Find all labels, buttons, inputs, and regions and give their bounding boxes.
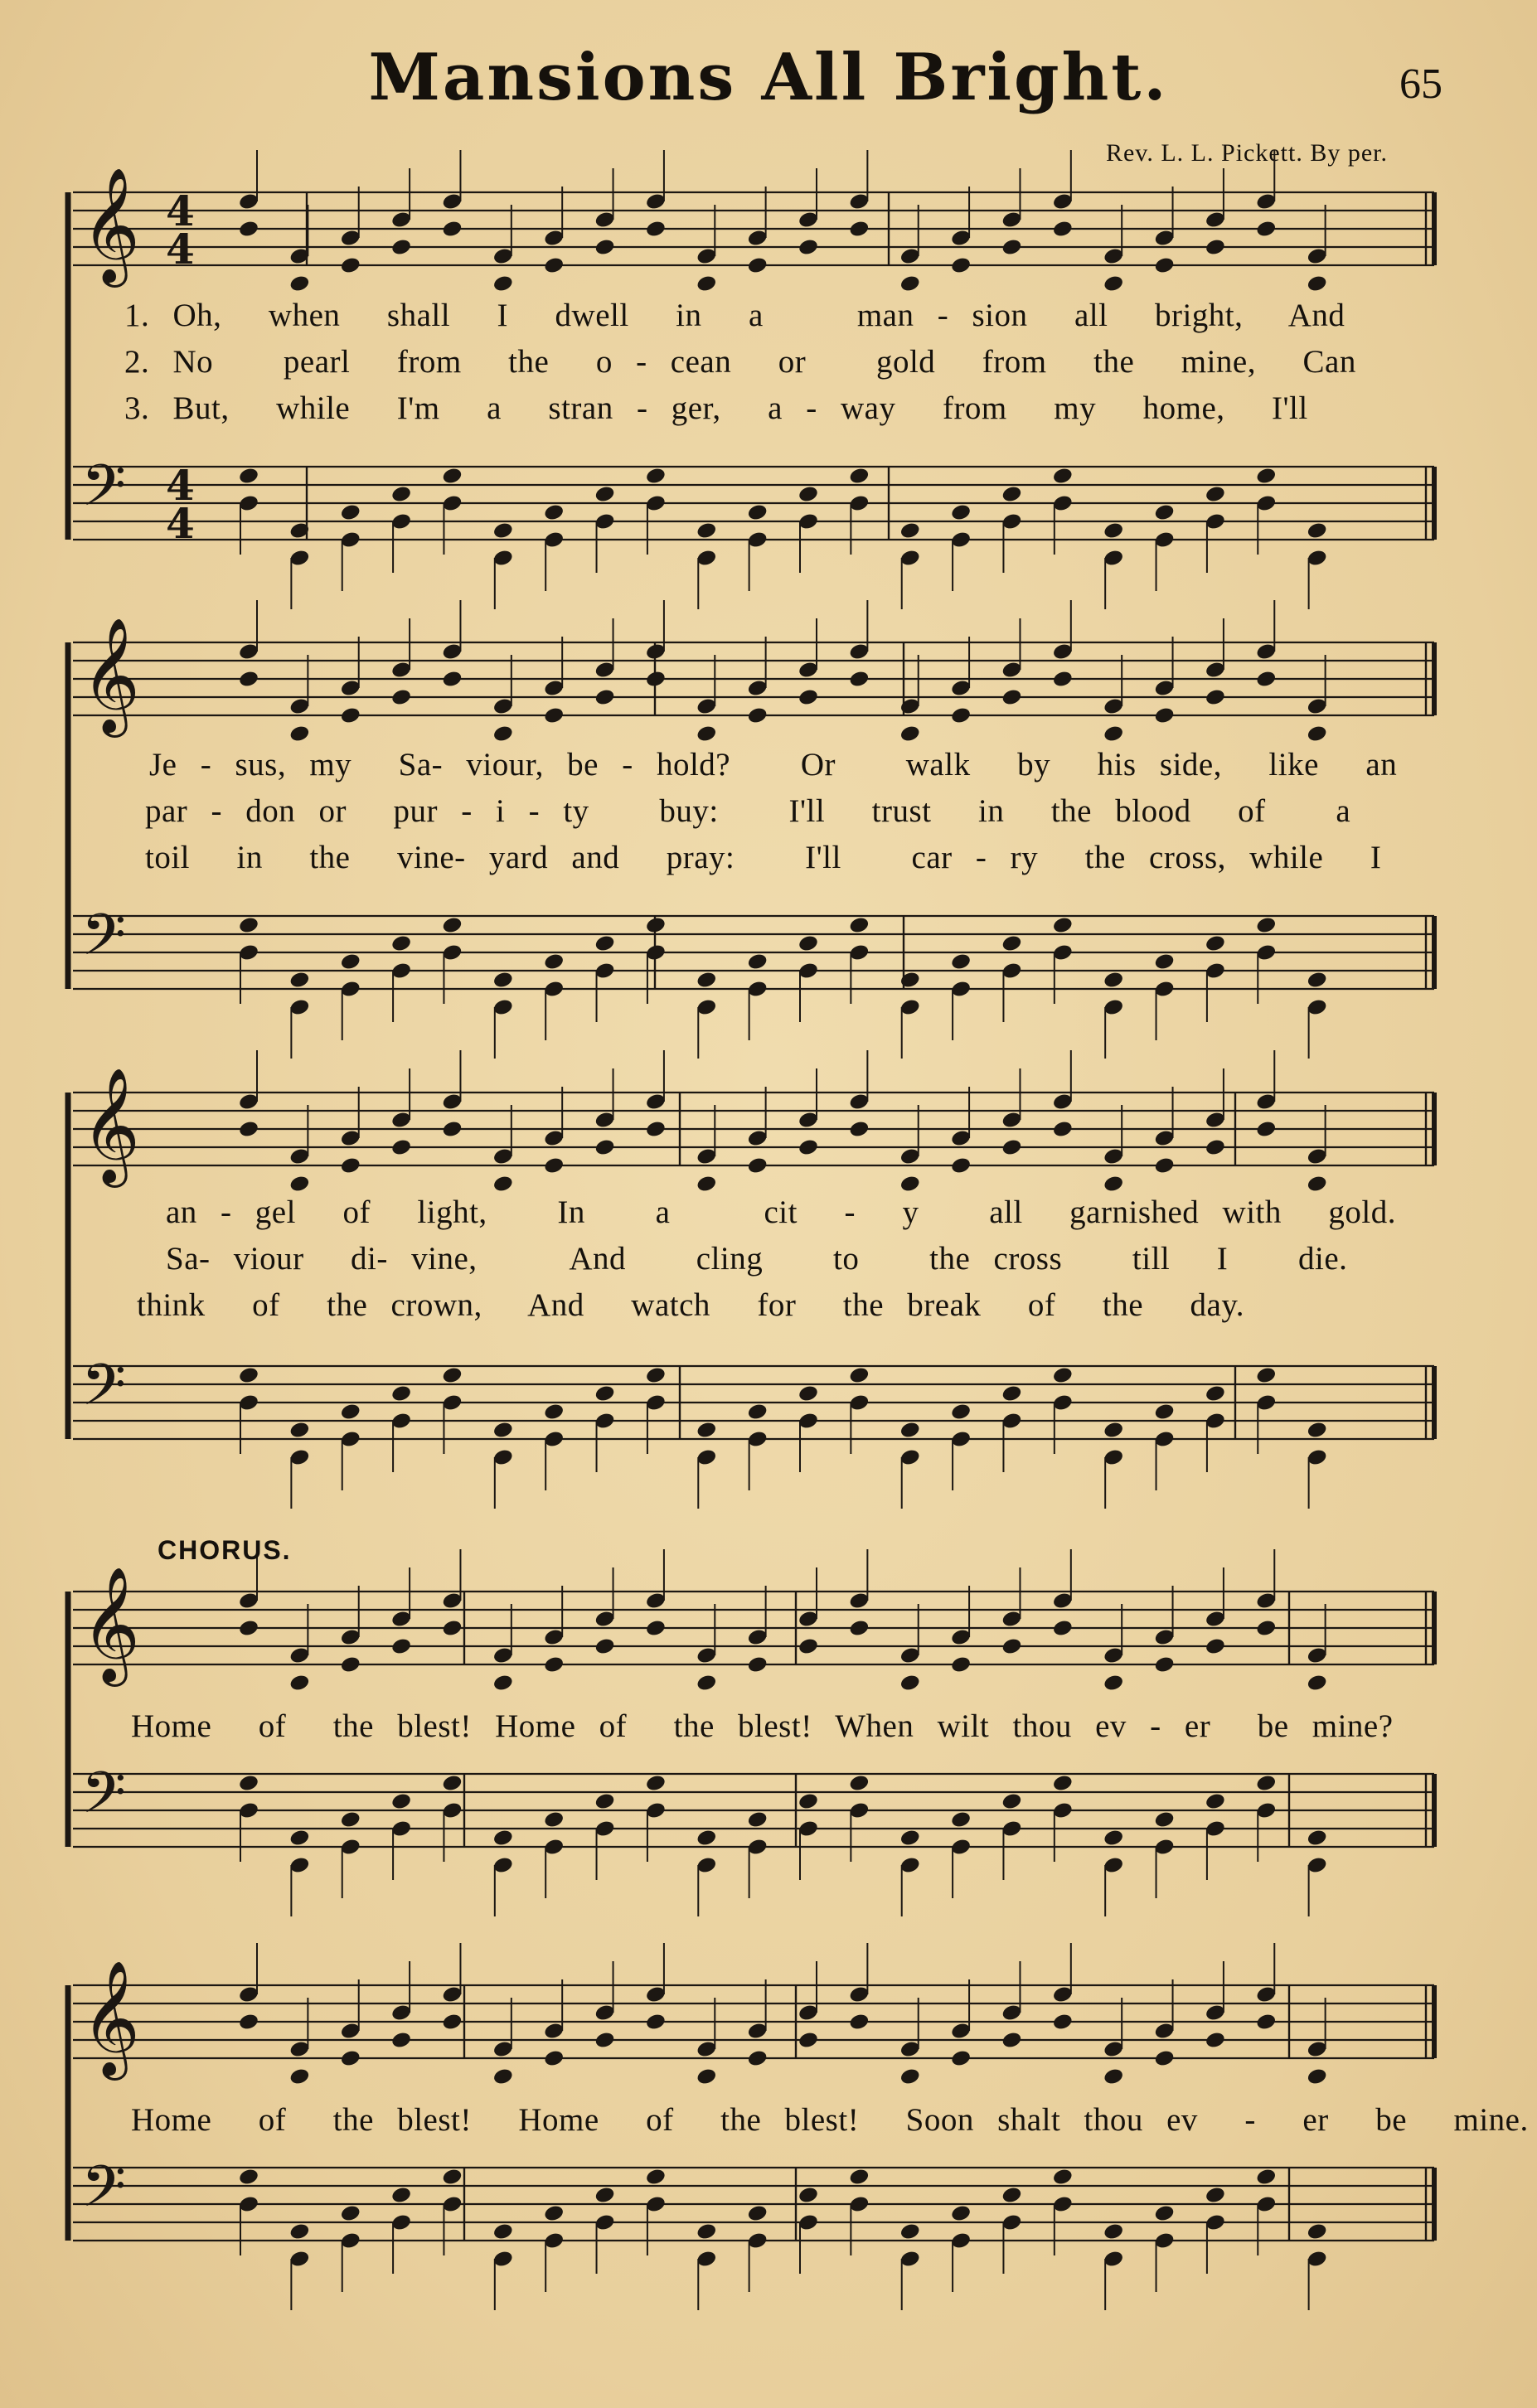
notehead [594, 485, 615, 504]
notehead [288, 971, 310, 990]
notehead [645, 467, 667, 486]
notehead [1001, 688, 1022, 707]
notehead [1255, 220, 1277, 239]
notehead [1103, 1421, 1124, 1440]
notehead [543, 1655, 565, 1674]
notehead [1153, 1156, 1175, 1175]
notehead [950, 1810, 972, 1829]
chorus-label: CHORUS. [158, 1535, 292, 1565]
notehead [798, 688, 819, 707]
notehead [798, 934, 819, 953]
notehead [1153, 1810, 1175, 1829]
notehead [390, 1792, 412, 1811]
notehead [1052, 2013, 1074, 2032]
notehead [747, 1403, 768, 1422]
notehead [492, 521, 514, 540]
notehead [1153, 1655, 1175, 1674]
notehead [390, 485, 412, 504]
bass-clef: 𝄢 [81, 1759, 127, 1840]
notehead [1001, 1384, 1022, 1403]
notehead [1307, 1674, 1328, 1693]
notehead [1103, 2222, 1124, 2241]
notehead [1001, 1138, 1022, 1157]
notehead [1153, 2049, 1175, 2068]
author-credit: Rev. L. L. Pickett. By per. [1105, 139, 1388, 167]
notehead [848, 1774, 870, 1793]
notehead [1052, 2168, 1074, 2187]
notehead [1103, 521, 1124, 540]
notehead [848, 467, 870, 486]
notehead [543, 1810, 565, 1829]
notehead [1052, 1366, 1074, 1385]
notehead [1001, 1792, 1022, 1811]
notehead [390, 688, 412, 707]
notehead [1205, 1792, 1226, 1811]
notehead [288, 1421, 310, 1440]
notehead [1052, 467, 1074, 486]
notehead [288, 2222, 310, 2241]
notehead [1205, 688, 1226, 707]
notehead [543, 706, 565, 725]
notehead [492, 274, 514, 293]
notehead [441, 220, 463, 239]
notehead [950, 1655, 972, 1674]
notehead [899, 2222, 921, 2241]
notehead [899, 724, 921, 744]
notehead [1103, 1175, 1124, 1194]
notehead [899, 274, 921, 293]
notehead [441, 2013, 463, 2032]
notehead [340, 952, 361, 971]
notehead [848, 220, 870, 239]
notehead [1255, 467, 1277, 486]
notehead [696, 274, 717, 293]
notehead [645, 1619, 667, 1638]
notehead [696, 1674, 717, 1693]
time-signature-top: 4 [166, 187, 195, 235]
notehead [340, 1810, 361, 1829]
notehead [1307, 1175, 1328, 1194]
notehead [645, 916, 667, 935]
notehead [1307, 2067, 1328, 2086]
time-signature-bottom: 4 [166, 225, 195, 274]
lyric-line: think of the crown, And watch for the break of the day. [137, 1287, 1245, 1323]
treble-clef: 𝄞 [81, 1960, 140, 2076]
notehead [747, 1810, 768, 1829]
notehead [899, 1175, 921, 1194]
bass-clef: 𝄢 [81, 452, 127, 533]
notehead [899, 1674, 921, 1693]
notehead [238, 1366, 259, 1385]
notehead [899, 521, 921, 540]
notehead [340, 1655, 361, 1674]
notehead [288, 1175, 310, 1194]
notehead [1153, 1403, 1175, 1422]
notehead [594, 2186, 615, 2205]
notehead [288, 2067, 310, 2086]
notehead [594, 1138, 615, 1157]
treble-clef: 𝄞 [81, 167, 140, 283]
notehead [696, 2222, 717, 2241]
notehead [441, 916, 463, 935]
notehead [441, 1774, 463, 1793]
notehead [390, 2186, 412, 2205]
notehead [899, 2067, 921, 2086]
notehead [1001, 1637, 1022, 1656]
notehead [1153, 952, 1175, 971]
lyric-line: par - don or pur - i - ty buy: I'll trust in the blood of a [145, 793, 1351, 829]
notehead [492, 1175, 514, 1194]
notehead [950, 706, 972, 725]
lyric-line: toil in the vine- yard and pray: I'll car - ry the cross, while I [145, 840, 1382, 875]
notehead [747, 256, 768, 275]
notehead [1001, 238, 1022, 257]
notehead [238, 220, 259, 239]
lyric-line: Home of the blest! Home of the blest! Soon shalt thou ev - er be mine. [131, 2102, 1529, 2138]
notehead [848, 1120, 870, 1139]
notehead [645, 1774, 667, 1793]
notehead [1205, 1384, 1226, 1403]
notehead [594, 688, 615, 707]
notehead [543, 952, 565, 971]
lyric-line: 2. No pearl from the o - cean or gold from the mine, Can [124, 344, 1356, 380]
notehead [1001, 485, 1022, 504]
notehead [1153, 256, 1175, 275]
notehead [696, 1829, 717, 1848]
notehead [238, 670, 259, 689]
song-title: Mansions All Bright. [368, 40, 1169, 115]
notehead [950, 1403, 972, 1422]
notehead [696, 724, 717, 744]
notehead [645, 2013, 667, 2032]
notehead [543, 1156, 565, 1175]
notehead [288, 1674, 310, 1693]
notehead [798, 2186, 819, 2205]
notehead [696, 1421, 717, 1440]
treble-clef: 𝄞 [81, 618, 140, 733]
notehead [899, 971, 921, 990]
notehead [1103, 971, 1124, 990]
notehead [1001, 2186, 1022, 2205]
notehead [696, 2067, 717, 2086]
notehead [340, 706, 361, 725]
notehead [492, 971, 514, 990]
notehead [1001, 934, 1022, 953]
notehead [1255, 1366, 1277, 1385]
notehead [1153, 706, 1175, 725]
notehead [1307, 971, 1328, 990]
notehead [798, 1138, 819, 1157]
notehead [594, 2031, 615, 2050]
notehead [848, 916, 870, 935]
notehead [543, 256, 565, 275]
notehead [1153, 503, 1175, 522]
lyric-line: an - gel of light, In a cit - y all garnished with gold. [166, 1194, 1396, 1230]
notehead [848, 1619, 870, 1638]
notehead [1205, 238, 1226, 257]
notehead [950, 503, 972, 522]
notehead [1255, 1774, 1277, 1793]
lyric-line: 3. But, while I'm a stran - ger, a - way from my home, I'll [124, 390, 1308, 426]
notehead [441, 467, 463, 486]
notehead [747, 1655, 768, 1674]
notehead [645, 2168, 667, 2187]
notehead [950, 2049, 972, 2068]
treble-clef: 𝄞 [81, 1068, 140, 1183]
notehead [950, 256, 972, 275]
notehead [238, 1619, 259, 1638]
notehead [798, 1637, 819, 1656]
notehead [1205, 1138, 1226, 1157]
notehead [594, 238, 615, 257]
notehead [340, 503, 361, 522]
notehead [492, 1421, 514, 1440]
notehead [288, 1829, 310, 1848]
notehead [492, 1829, 514, 1848]
notehead [950, 2204, 972, 2223]
notehead [798, 1792, 819, 1811]
notehead [1153, 2204, 1175, 2223]
notehead [492, 2067, 514, 2086]
notehead [238, 916, 259, 935]
notehead [594, 1637, 615, 1656]
notehead [1307, 2222, 1328, 2241]
notehead [1001, 2031, 1022, 2050]
notehead [798, 238, 819, 257]
notehead [543, 503, 565, 522]
notehead [1205, 1637, 1226, 1656]
notehead [340, 1403, 361, 1422]
notehead [492, 1674, 514, 1693]
notehead [340, 1156, 361, 1175]
bass-clef: 𝄢 [81, 2153, 127, 2234]
notehead [1052, 1619, 1074, 1638]
notehead [594, 934, 615, 953]
notehead [747, 503, 768, 522]
notehead [492, 724, 514, 744]
notehead [1052, 1774, 1074, 1793]
notehead [1103, 724, 1124, 744]
notehead [1255, 1619, 1277, 1638]
notehead [340, 2204, 361, 2223]
notehead [1255, 2168, 1277, 2187]
notehead [848, 2168, 870, 2187]
notehead [390, 2031, 412, 2050]
notehead [390, 1138, 412, 1157]
notehead [1255, 2013, 1277, 2032]
notehead [1103, 2067, 1124, 2086]
notehead [1103, 1674, 1124, 1693]
notehead [1307, 724, 1328, 744]
notehead [1255, 916, 1277, 935]
bass-clef: 𝄢 [81, 901, 127, 982]
notehead [645, 220, 667, 239]
notehead [390, 238, 412, 257]
notehead [899, 1421, 921, 1440]
notehead [747, 706, 768, 725]
notehead [288, 274, 310, 293]
lyric-line: Sa- viour di- vine, And cling to the cross till I die. [166, 1241, 1348, 1277]
notehead [441, 1120, 463, 1139]
notehead [1103, 1829, 1124, 1848]
notehead [899, 1829, 921, 1848]
notehead [696, 1175, 717, 1194]
notehead [340, 256, 361, 275]
lyric-line: Je - sus, my Sa- viour, be - hold? Or walk by his side, like an [149, 747, 1398, 782]
page-number: 65 [1399, 61, 1442, 108]
notehead [848, 2013, 870, 2032]
notehead [1052, 916, 1074, 935]
notehead [238, 2013, 259, 2032]
notehead [696, 521, 717, 540]
notehead [848, 670, 870, 689]
lyric-line: Home of the blest! Home of the blest! When wilt thou ev - er be mine? [131, 1708, 1394, 1744]
notehead [747, 2049, 768, 2068]
notehead [1052, 1120, 1074, 1139]
notehead [1205, 485, 1226, 504]
notehead [340, 2049, 361, 2068]
notehead [543, 1403, 565, 1422]
notehead [441, 670, 463, 689]
notehead [798, 2031, 819, 2050]
notehead [645, 1366, 667, 1385]
notehead [950, 952, 972, 971]
time-signature-bottom: 4 [166, 499, 195, 548]
notehead [696, 971, 717, 990]
notehead [747, 952, 768, 971]
notehead [441, 2168, 463, 2187]
lyric-line: 1. Oh, when shall I dwell in a man - sion all bright, And [124, 298, 1345, 333]
notehead [543, 2049, 565, 2068]
notehead [1205, 934, 1226, 953]
notehead [798, 1384, 819, 1403]
notehead [1307, 1421, 1328, 1440]
notehead [1205, 2186, 1226, 2205]
bass-clef: 𝄢 [81, 1351, 127, 1432]
notehead [1307, 1829, 1328, 1848]
treble-clef: 𝄞 [81, 1567, 140, 1682]
notehead [441, 1366, 463, 1385]
notehead [747, 2204, 768, 2223]
notehead [950, 1156, 972, 1175]
notehead [492, 2222, 514, 2241]
notehead [238, 467, 259, 486]
notehead [238, 1120, 259, 1139]
time-signature-top: 4 [166, 461, 195, 510]
notehead [288, 724, 310, 744]
notehead [390, 1637, 412, 1656]
notehead [747, 1156, 768, 1175]
notehead [1307, 521, 1328, 540]
notehead [798, 485, 819, 504]
notehead [1052, 220, 1074, 239]
notehead [1255, 670, 1277, 689]
notehead [645, 1120, 667, 1139]
notehead [543, 2204, 565, 2223]
notehead [848, 1366, 870, 1385]
notehead [1255, 1120, 1277, 1139]
notehead [238, 1774, 259, 1793]
notehead [1103, 274, 1124, 293]
notehead [1052, 670, 1074, 689]
notehead [645, 670, 667, 689]
notehead [238, 2168, 259, 2187]
notehead [441, 1619, 463, 1638]
notehead [1307, 274, 1328, 293]
notehead [390, 934, 412, 953]
notehead [594, 1384, 615, 1403]
notehead [594, 1792, 615, 1811]
notehead [390, 1384, 412, 1403]
notehead [1205, 2031, 1226, 2050]
